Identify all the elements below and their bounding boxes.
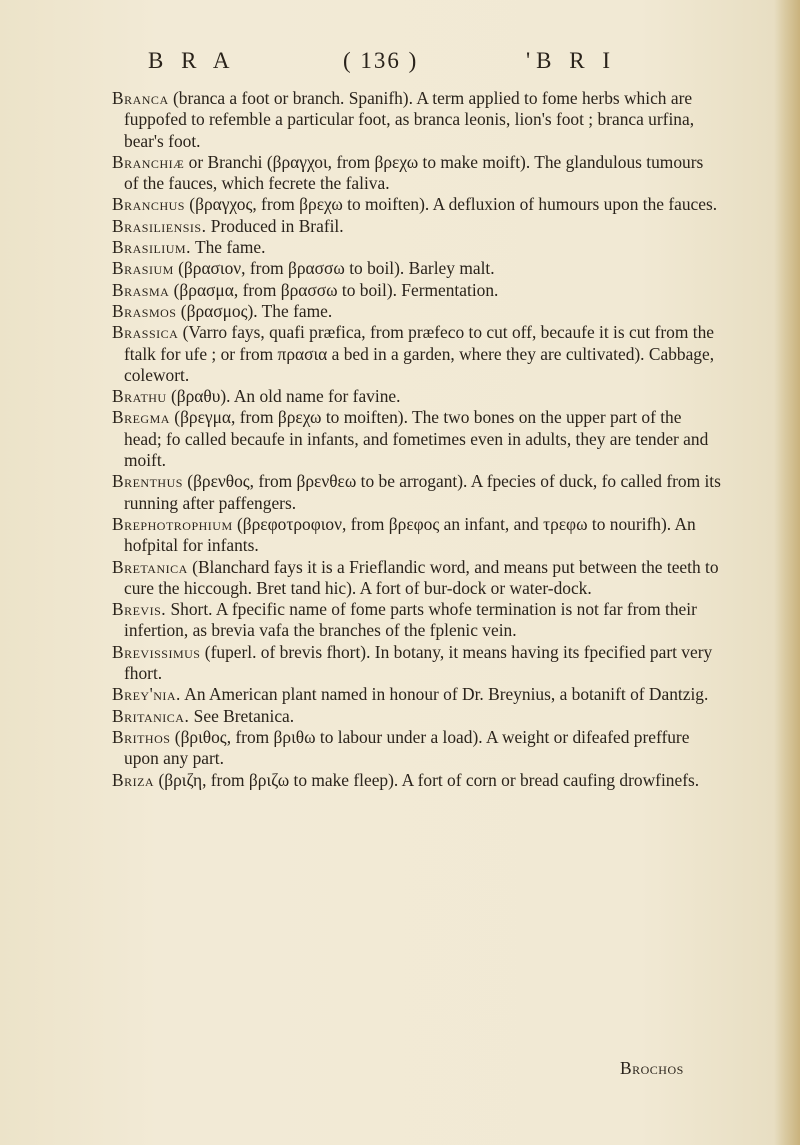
- entry-definition: (βρασμος). The fame.: [176, 300, 333, 321]
- dictionary-entry: [112, 471, 722, 514]
- entry-headword: Britanica.: [112, 705, 190, 726]
- entry-headword: Brevissimus: [112, 641, 201, 662]
- entry-headword: Brasiliensis.: [112, 215, 207, 236]
- dictionary-entry: [112, 152, 722, 195]
- entry-headword: Brey'nia.: [112, 684, 181, 705]
- entry-definition: or Branchi (βραγχοι, from βρεχω to make moift). The glandulous tumours of the fauces, which fecrete the faliva.: [124, 151, 704, 194]
- catchword: Brochos: [620, 1058, 684, 1078]
- dictionary-entry: [112, 88, 722, 152]
- entry-headword: Brithos: [112, 726, 171, 747]
- dictionary-entry: [112, 770, 722, 791]
- entry-headword: Brasmos: [112, 300, 177, 321]
- page-number: ( 136 ): [343, 48, 419, 73]
- entry-definition: (Blanchard fays it is a Frieflandic word, and means put between the teeth to cure the hiccough. Bret tand hic). A fort of bur-dock or water-dock.: [124, 556, 719, 598]
- dictionary-entry: [112, 557, 722, 600]
- dictionary-entries: [112, 88, 722, 791]
- header-right: 'B R I: [526, 48, 616, 73]
- dictionary-entry: [112, 322, 722, 386]
- dictionary-entry: [112, 216, 722, 237]
- entry-definition: (βραγχος, from βρεχω to moiften). A defluxion of humours upon the fauces.: [184, 194, 718, 215]
- dictionary-entry: [112, 599, 722, 642]
- entry-headword: Brathu: [112, 386, 167, 407]
- dictionary-entry: [112, 301, 722, 322]
- entry-headword: Branchus: [112, 194, 185, 215]
- entry-definition: Produced in Brafil.: [206, 215, 344, 236]
- dictionary-entry: [112, 684, 722, 705]
- entry-definition: (branca a foot or branch. Spanifh). A term applied to fome herbs which are fuppofed to refemble a particular foot, as branca leonis, lion's foot ; branca urfina, bear's foot.: [124, 88, 695, 151]
- entry-definition: See Bretanica.: [189, 705, 295, 726]
- entry-headword: Branchiæ: [112, 151, 185, 172]
- dictionary-entry: [112, 237, 722, 258]
- entry-definition: An American plant named in honour of Dr. Breynius, a botanift of Dantzig.: [180, 684, 709, 705]
- entry-headword: Brenthus: [112, 471, 183, 492]
- entry-headword: Brevis.: [112, 599, 167, 620]
- dictionary-entry: [112, 727, 722, 770]
- entry-definition: (fuperl. of brevis fhort). In botany, it means having its fpecified part very fhort.: [124, 641, 713, 684]
- dictionary-entry: [112, 514, 722, 557]
- running-header: [148, 48, 668, 78]
- entry-definition: (Varro fays, quafi præfica, from præfeco to cut off, becaufe it is cut from the ftalk for ufe ; or from πρασια a bed in a garden, where they are cultivated). Cabbage, colewort.: [124, 322, 715, 385]
- dictionary-entry: [112, 280, 722, 301]
- entry-headword: Briza: [112, 769, 155, 790]
- entry-headword: Brassica: [112, 322, 179, 343]
- entry-headword: Bregma: [112, 407, 170, 428]
- entry-definition: The fame.: [190, 237, 266, 258]
- entry-definition: (βρεγμα, from βρεχω to moiften). The two bones on the upper part of the head; fo called becaufe in infants, and fometimes even in adults, they are tender and moift.: [124, 407, 709, 471]
- dictionary-entry: [112, 407, 722, 471]
- entry-headword: Brasma: [112, 279, 170, 300]
- header-left: B R A: [148, 48, 236, 73]
- entry-definition: (βριζη, from βριζω to make fleep). A fort of corn or bread caufing drowfinefs.: [154, 769, 700, 790]
- entry-headword: Brephotrophium: [112, 513, 233, 534]
- entry-definition: (βρασιον, from βρασσω to boil). Barley malt.: [173, 258, 495, 279]
- entry-headword: Branca: [112, 88, 169, 108]
- entry-headword: Brasium: [112, 258, 174, 279]
- entry-headword: Bretanica: [112, 556, 188, 577]
- entry-definition: (βραθυ). An old name for favine.: [166, 386, 401, 407]
- dictionary-entry: [112, 258, 722, 279]
- dictionary-entry: [112, 642, 722, 685]
- entry-definition: Short. A fpecific name of fome parts whofe termination is not far from their infertion, as brevia vafa the branches of the fplenic vein.: [124, 599, 697, 641]
- page-edge-shadow: [774, 0, 800, 1145]
- entry-definition: (βριθος, from βριθω to labour under a load). A weight or difeafed preffure upon any part.: [124, 726, 690, 769]
- entry-definition: (βρεφοτροφιον, from βρεφος an infant, and τρεφω to nourifh). An hofpital for infants.: [124, 513, 696, 556]
- entry-definition: (βρενθος, from βρενθεω to be arrogant). A fpecies of duck, fo called from its running after paffengers.: [124, 471, 721, 513]
- dictionary-entry: [112, 194, 722, 215]
- entry-definition: (βρασμα, from βρασσω to boil). Fermentation.: [169, 279, 499, 300]
- dictionary-entry: [112, 386, 722, 407]
- entry-headword: Brasilium.: [112, 237, 191, 258]
- dictionary-entry: [112, 706, 722, 727]
